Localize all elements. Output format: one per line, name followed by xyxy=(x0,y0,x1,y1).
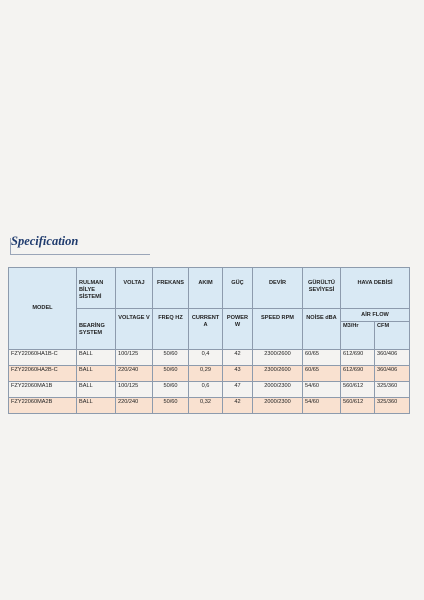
cell-m3: 612/690 xyxy=(341,366,375,382)
cell-speed: 2300/2600 xyxy=(253,366,303,382)
header-airflow-cfm: CFM xyxy=(375,322,410,350)
cell-noise: 60/65 xyxy=(303,350,341,366)
cell-cfm: 360/406 xyxy=(375,366,410,382)
header-speed-en: SPEED RPM xyxy=(253,309,303,350)
cell-m3: 612/690 xyxy=(341,350,375,366)
table-row xyxy=(9,382,410,398)
specification-table xyxy=(8,267,410,414)
cell-current: 0,32 xyxy=(189,398,223,414)
cell-bearing: BALL xyxy=(77,382,116,398)
cell-bearing: BALL xyxy=(77,366,116,382)
table-row xyxy=(9,366,410,382)
header-power-en: POWER W xyxy=(223,309,253,350)
header-voltage-tr: VOLTAJ xyxy=(116,268,153,309)
cell-noise: 60/65 xyxy=(303,366,341,382)
table-row xyxy=(9,350,410,366)
cell-current: 0,6 xyxy=(189,382,223,398)
header-bearing-en: BEARİNG SYSTEM xyxy=(77,309,116,350)
cell-bearing: BALL xyxy=(77,350,116,366)
cell-model: FZY22060MA2B xyxy=(9,398,77,414)
header-airflow-m3: M3/Hr xyxy=(341,322,375,350)
cell-bearing: BALL xyxy=(77,398,116,414)
header-current-tr: AKIM xyxy=(189,268,223,309)
header-airflow-en: AİR FLOW xyxy=(341,309,410,322)
cell-voltage: 100/125 xyxy=(116,350,153,366)
header-current-en: CURRENT A xyxy=(189,309,223,350)
header-power-tr: GÜÇ xyxy=(223,268,253,309)
header-noise-tr: GÜRÜLTÜ SEVİYESİ xyxy=(303,268,341,309)
cell-power: 42 xyxy=(223,398,253,414)
cell-power: 47 xyxy=(223,382,253,398)
cell-speed: 2000/2300 xyxy=(253,398,303,414)
cell-cfm: 325/360 xyxy=(375,382,410,398)
cell-m3: 560/612 xyxy=(341,382,375,398)
cell-current: 0,4 xyxy=(189,350,223,366)
header-bearing-tr: RULMAN BİLYE SİSTEMİ xyxy=(77,268,116,309)
cell-model: FZY22060HA1B-C xyxy=(9,350,77,366)
cell-current: 0,29 xyxy=(189,366,223,382)
cell-speed: 2000/2300 xyxy=(253,382,303,398)
header-airflow-tr: HAVA DEBİSİ xyxy=(341,268,410,309)
header-freq-tr: FREKANS xyxy=(153,268,189,309)
cell-freq: 50/60 xyxy=(153,398,189,414)
header-voltage-en: VOLTAGE V xyxy=(116,309,153,350)
cell-cfm: 360/406 xyxy=(375,350,410,366)
cell-freq: 50/60 xyxy=(153,350,189,366)
cell-m3: 560/612 xyxy=(341,398,375,414)
table-row xyxy=(9,398,410,414)
header-noise-en: NOİSE dBA xyxy=(303,309,341,350)
cell-freq: 50/60 xyxy=(153,366,189,382)
cell-model: FZY22060MA1B xyxy=(9,382,77,398)
cell-freq: 50/60 xyxy=(153,382,189,398)
cell-power: 42 xyxy=(223,350,253,366)
cell-noise: 54/60 xyxy=(303,398,341,414)
header-model: MODEL xyxy=(9,268,77,350)
cell-cfm: 325/360 xyxy=(375,398,410,414)
header-freq-en: FREQ HZ xyxy=(153,309,189,350)
cell-voltage: 220/240 xyxy=(116,398,153,414)
cell-voltage: 220/240 xyxy=(116,366,153,382)
header-speed-tr: DEVİR xyxy=(253,268,303,309)
cell-model: FZY22060HA2B-C xyxy=(9,366,77,382)
cell-power: 43 xyxy=(223,366,253,382)
cell-noise: 54/60 xyxy=(303,382,341,398)
cell-voltage: 100/125 xyxy=(116,382,153,398)
title-rule xyxy=(10,254,150,255)
page-title: Specification xyxy=(11,234,79,248)
cell-speed: 2300/2600 xyxy=(253,350,303,366)
